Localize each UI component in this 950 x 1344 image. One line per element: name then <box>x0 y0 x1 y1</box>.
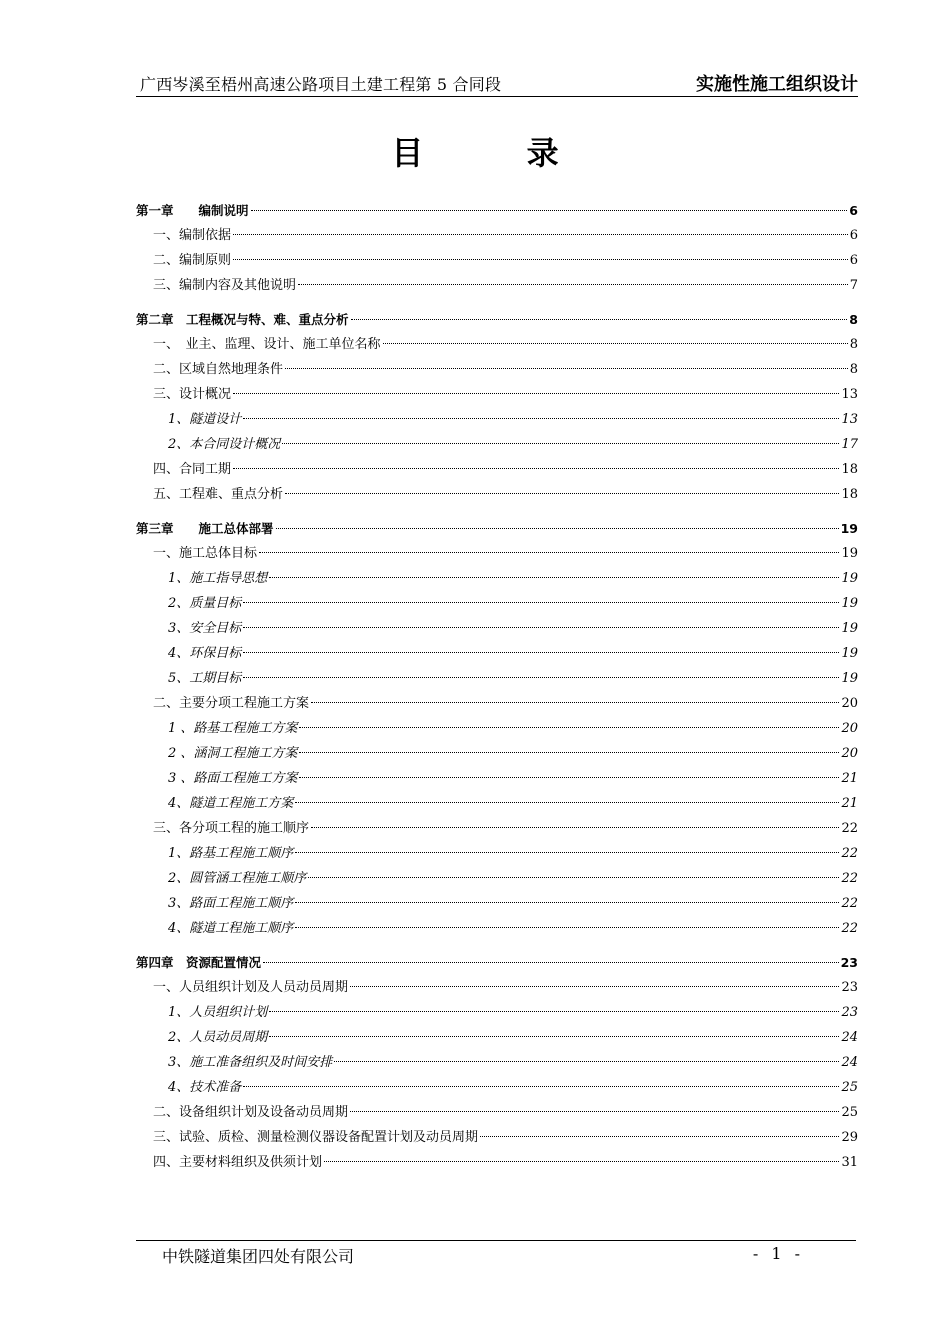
toc-entry-page-number: 20 <box>841 721 858 736</box>
toc-leader-dots <box>233 234 848 235</box>
toc-entry-label: 四、主要材料组织及供须计划 <box>153 1155 323 1170</box>
toc-leader-dots <box>351 319 848 320</box>
toc-leader-dots <box>285 493 839 494</box>
toc-leader-dots <box>295 927 839 928</box>
toc-title: 目 录 <box>391 134 605 172</box>
toc-entry[interactable] <box>136 1050 858 1075</box>
toc-leader-dots <box>299 777 839 778</box>
toc-entry-page-number: 17 <box>841 437 858 452</box>
toc-entry[interactable] <box>136 716 858 741</box>
toc-entry[interactable] <box>136 1075 858 1100</box>
toc-entry[interactable] <box>136 975 858 1000</box>
footer-page-number: - 1 - <box>752 1244 804 1263</box>
toc-entry-page-number: 25 <box>841 1105 858 1120</box>
toc-entry[interactable] <box>136 1150 858 1175</box>
toc-entry-label: 3 、路面工程施工方案 <box>168 771 298 786</box>
toc-entry-label: 二、设备组织计划及设备动员周期 <box>153 1105 349 1120</box>
toc-entry-label: 5、工期目标 <box>168 671 242 686</box>
toc-entry-page-number: 19 <box>841 671 858 686</box>
toc-entry-page-number: 20 <box>841 696 858 711</box>
toc-chapter-entry[interactable] <box>136 950 858 975</box>
toc-entry-page-number: 6 <box>849 253 858 268</box>
toc-entry-label: 2 、涵洞工程施工方案 <box>168 746 298 761</box>
toc-entry-label: 第四章 资源配置情况 <box>136 955 262 970</box>
toc-leader-dots <box>298 284 848 285</box>
toc-entry-label: 第二章 工程概况与特、难、重点分析 <box>136 312 349 327</box>
toc-entry-label: 1、路基工程施工顺序 <box>168 846 294 861</box>
toc-entry-label: 4、隧道工程施工顺序 <box>168 921 294 936</box>
toc-leader-dots <box>295 852 839 853</box>
toc-leader-dots <box>233 468 839 469</box>
toc-entry-label: 三、各分项工程的施工顺序 <box>153 821 310 836</box>
toc-entry-page-number: 23 <box>841 980 858 995</box>
toc-leader-dots <box>334 1061 839 1062</box>
toc-entry-label: 四、合同工期 <box>153 462 232 477</box>
toc-entry-label: 三、编制内容及其他说明 <box>153 278 297 293</box>
toc-leader-dots <box>299 727 839 728</box>
toc-entry-label: 2、质量目标 <box>168 596 242 611</box>
toc-entry-page-number: 23 <box>841 1005 858 1020</box>
toc-entry-label: 一、 业主、监理、设计、施工单位名称 <box>153 337 381 352</box>
toc-entry[interactable] <box>136 791 858 816</box>
toc-entry-label: 4、隧道工程施工方案 <box>168 796 294 811</box>
toc-entry[interactable] <box>136 741 858 766</box>
toc-entry-label: 一、编制依据 <box>153 228 232 243</box>
toc-entry[interactable] <box>136 591 858 616</box>
page-footer <box>136 1240 856 1271</box>
toc-chapter-entry[interactable] <box>136 307 858 332</box>
toc-entry-page-number: 18 <box>841 487 858 502</box>
header-document-title: 实施性施工组织设计 <box>696 74 858 95</box>
toc-entry-label: 2、本合同设计概况 <box>168 437 281 452</box>
toc-entry-page-number: 19 <box>841 646 858 661</box>
toc-entry[interactable] <box>136 1125 858 1150</box>
toc-entry-label: 五、工程难、重点分析 <box>153 487 284 502</box>
toc-entry[interactable] <box>136 273 858 298</box>
toc-entry[interactable] <box>136 407 858 432</box>
toc-entry[interactable] <box>136 1025 858 1050</box>
toc-entry-label: 1、施工指导思想 <box>168 571 268 586</box>
toc-entry[interactable] <box>136 691 858 716</box>
header-project-name: 广西岑溪至梧州高速公路项目土建工程第 5 合同段 <box>140 75 502 94</box>
toc-entry[interactable] <box>136 766 858 791</box>
toc-entry[interactable] <box>136 666 858 691</box>
toc-leader-dots <box>251 210 848 211</box>
toc-entry[interactable] <box>136 457 858 482</box>
toc-chapter-entry[interactable] <box>136 198 858 223</box>
toc-leader-dots <box>480 1136 839 1137</box>
toc-entry-page-number: 24 <box>841 1030 858 1045</box>
toc-leader-dots <box>295 802 839 803</box>
toc-leader-dots <box>243 652 839 653</box>
toc-entry-label: 1、隧道设计 <box>168 412 242 427</box>
toc-entry-page-number: 8 <box>849 362 858 377</box>
toc-entry-page-number: 19 <box>840 521 858 536</box>
toc-leader-dots <box>282 443 839 444</box>
toc-leader-dots <box>243 602 839 603</box>
table-of-contents <box>136 198 858 1175</box>
toc-entry-page-number: 6 <box>849 203 858 218</box>
toc-entry-label: 4、环保目标 <box>168 646 242 661</box>
toc-entry[interactable] <box>136 357 858 382</box>
toc-leader-dots <box>233 259 848 260</box>
toc-leader-dots <box>350 1111 839 1112</box>
toc-entry-page-number: 19 <box>841 546 858 561</box>
toc-entry[interactable] <box>136 482 858 507</box>
toc-entry-label: 2、人员动员周期 <box>168 1030 268 1045</box>
toc-entry[interactable] <box>136 641 858 666</box>
toc-leader-dots <box>383 343 848 344</box>
toc-entry-page-number: 24 <box>841 1055 858 1070</box>
toc-entry-label: 二、编制原则 <box>153 253 232 268</box>
toc-entry-label: 1、人员组织计划 <box>168 1005 268 1020</box>
toc-leader-dots <box>308 877 839 878</box>
toc-leader-dots <box>276 528 839 529</box>
toc-entry-page-number: 13 <box>841 387 858 402</box>
toc-entry-page-number: 19 <box>841 596 858 611</box>
toc-leader-dots <box>263 962 839 963</box>
toc-leader-dots <box>311 827 839 828</box>
toc-leader-dots <box>259 552 839 553</box>
footer-company-name: 中铁隧道集团四处有限公司 <box>162 1247 355 1266</box>
toc-entry[interactable] <box>136 332 858 357</box>
toc-entry-label: 第三章 施工总体部署 <box>136 521 274 536</box>
toc-entry-page-number: 23 <box>840 955 858 970</box>
toc-leader-dots <box>233 393 839 394</box>
toc-entry-page-number: 19 <box>841 571 858 586</box>
toc-entry-label: 1 、路基工程施工方案 <box>168 721 298 736</box>
toc-entry-page-number: 21 <box>841 771 858 786</box>
toc-leader-dots <box>299 752 839 753</box>
toc-entry-page-number: 22 <box>841 871 858 886</box>
toc-entry-label: 三、试验、质检、测量检测仪器设备配置计划及动员周期 <box>153 1130 479 1145</box>
toc-leader-dots <box>243 418 839 419</box>
toc-entry-page-number: 29 <box>841 1130 858 1145</box>
toc-entry[interactable] <box>136 616 858 641</box>
toc-entry-page-number: 19 <box>841 621 858 636</box>
toc-entry-label: 4、技术准备 <box>168 1080 242 1095</box>
toc-leader-dots <box>243 627 839 628</box>
toc-entry-label: 3、安全目标 <box>168 621 242 636</box>
toc-entry-label: 二、主要分项工程施工方案 <box>153 696 310 711</box>
toc-entry[interactable] <box>136 1100 858 1125</box>
toc-entry[interactable] <box>136 816 858 841</box>
toc-entry-label: 一、施工总体目标 <box>153 546 258 561</box>
toc-entry[interactable] <box>136 891 858 916</box>
toc-entry-label: 三、设计概况 <box>153 387 232 402</box>
toc-entry-page-number: 8 <box>849 312 858 327</box>
toc-entry-page-number: 22 <box>841 821 858 836</box>
toc-entry[interactable] <box>136 1000 858 1025</box>
toc-leader-dots <box>350 986 839 987</box>
toc-leader-dots <box>243 677 839 678</box>
toc-entry[interactable] <box>136 841 858 866</box>
toc-entry-page-number: 22 <box>841 896 858 911</box>
toc-entry[interactable] <box>136 382 858 407</box>
toc-leader-dots <box>269 1036 839 1037</box>
toc-entry[interactable] <box>136 248 858 273</box>
toc-entry-page-number: 22 <box>841 921 858 936</box>
toc-entry-label: 二、区域自然地理条件 <box>153 362 284 377</box>
toc-leader-dots <box>285 368 848 369</box>
toc-entry-label: 3、路面工程施工顺序 <box>168 896 294 911</box>
toc-entry[interactable] <box>136 916 858 941</box>
toc-entry-page-number: 25 <box>841 1080 858 1095</box>
toc-entry-label: 2、圆管涵工程施工顺序 <box>168 871 307 886</box>
toc-leader-dots <box>243 1086 839 1087</box>
toc-entry[interactable] <box>136 866 858 891</box>
toc-entry-label: 3、施工准备组织及时间安排 <box>168 1055 333 1070</box>
toc-leader-dots <box>269 1011 839 1012</box>
toc-entry-page-number: 22 <box>841 846 858 861</box>
toc-leader-dots <box>269 577 839 578</box>
toc-entry[interactable] <box>136 566 858 591</box>
toc-entry-page-number: 13 <box>841 412 858 427</box>
toc-entry-page-number: 7 <box>849 278 858 293</box>
toc-entry-label: 第一章 编制说明 <box>136 203 249 218</box>
toc-entry-page-number: 8 <box>849 337 858 352</box>
toc-entry-label: 一、人员组织计划及人员动员周期 <box>153 980 349 995</box>
toc-entry-page-number: 18 <box>841 462 858 477</box>
toc-entry-page-number: 6 <box>849 228 858 243</box>
toc-entry-page-number: 20 <box>841 746 858 761</box>
page-header <box>136 66 858 97</box>
toc-entry-page-number: 21 <box>841 796 858 811</box>
toc-entry[interactable] <box>136 541 858 566</box>
toc-entry[interactable] <box>136 432 858 457</box>
toc-leader-dots <box>311 702 839 703</box>
toc-leader-dots <box>324 1161 839 1162</box>
toc-entry-page-number: 31 <box>841 1155 858 1170</box>
toc-chapter-entry[interactable] <box>136 516 858 541</box>
toc-entry[interactable] <box>136 223 858 248</box>
toc-leader-dots <box>295 902 839 903</box>
